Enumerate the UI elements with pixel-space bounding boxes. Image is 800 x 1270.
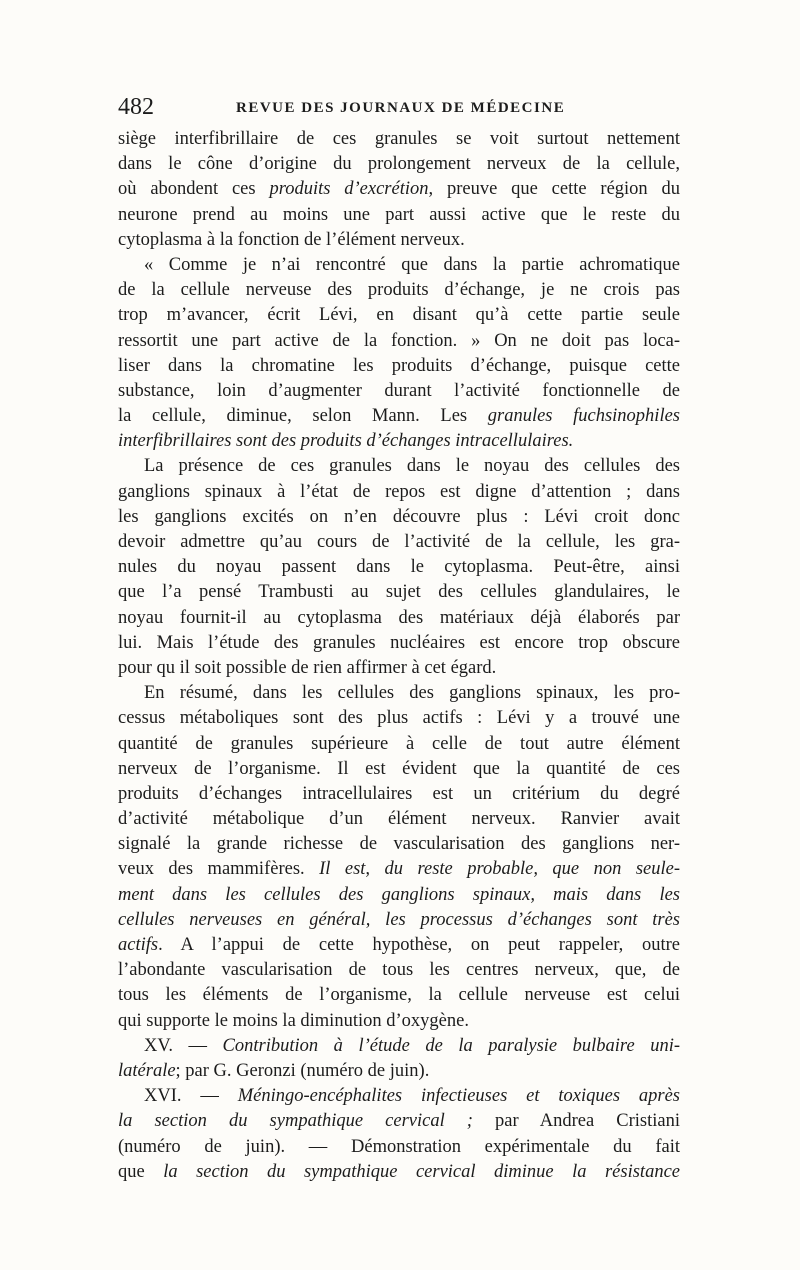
text-line: interfibrillaires sont des produits d’échanges intracellulaires. <box>118 431 574 452</box>
page-number: 482 <box>118 94 154 120</box>
text-line: tous les éléments de l’organisme, la cellule nerveuse est celui <box>118 985 680 1006</box>
page-header <box>118 92 680 122</box>
text-line: quantité de granules supérieure à celle de tout autre élément <box>118 733 680 754</box>
text-line: nules du noyau passent dans le cytoplasma. Peut-être, ainsi <box>118 557 680 578</box>
text-line: La présence de ces granules dans le noyau des cellules des <box>144 456 680 477</box>
text-line: pour qu il soit possible de rien affirmer à cet égard. <box>118 657 497 678</box>
text-line: substance, loin d’augmenter durant l’activité fonctionnelle de <box>118 380 680 401</box>
text-line: nerveux de l’organisme. Il est évident que la quantité de ces <box>118 758 680 779</box>
text-line: d’activité métabolique d’un élément nerveux. Ranvier avait <box>118 809 680 830</box>
text-line: trop m’avancer, écrit Lévi, en disant qu’à cette partie seule <box>118 305 680 326</box>
text-line: En résumé, dans les cellules des ganglions spinaux, les pro- <box>144 683 680 704</box>
text-line: (numéro de juin). — Démonstration expérimentale du fait <box>118 1136 680 1157</box>
text-line: signalé la grande richesse de vascularisation des ganglions ner- <box>118 834 680 855</box>
body-text <box>118 127 680 1185</box>
text-line: ment dans les cellules des ganglions spinaux, mais dans les <box>118 884 680 905</box>
text-line: ressortit une part active de la fonction. » On ne doit pas loca- <box>118 330 680 351</box>
text-line: ganglions spinaux à l’état de repos est digne d’attention ; dans <box>118 481 680 502</box>
running-title: REVUE DES JOURNAUX DE MÉDECINE <box>236 100 566 116</box>
text-line: veux des mammifères. Il est, du reste probable, que non seule- <box>118 859 680 880</box>
text-line: « Comme je n’ai rencontré que dans la partie achromatique <box>144 254 680 275</box>
text-line: dans le cône d’origine du prolongement nerveux de la cellule, <box>118 154 680 175</box>
text-line: qui supporte le moins la diminution d’oxygène. <box>118 1010 469 1031</box>
text-line: XV. — Contribution à l’étude de la paralysie bulbaire uni- <box>144 1035 680 1056</box>
text-line: siège interfibrillaire de ces granules se voit surtout nettement <box>118 129 680 149</box>
text-line: noyau fournit-il au cytoplasma des matériaux déjà élaborés par <box>118 607 680 628</box>
text-line: XVI. — Méningo-encéphalites infectieuses et toxiques après <box>144 1086 680 1107</box>
text-line: cessus métaboliques sont des plus actifs : Lévi y a trouvé une <box>118 708 680 729</box>
text-line: neurone prend au moins une part aussi active que le reste du <box>118 204 680 225</box>
text-line: où abondent ces produits d’excrétion, preuve que cette région du <box>118 179 680 200</box>
text-line: les ganglions excités on n’en découvre plus : Lévi croit donc <box>118 506 680 527</box>
text-line: cytoplasma à la fonction de l’élément nerveux. <box>118 229 465 250</box>
text-line: produits d’échanges intracellulaires est un critérium du degré <box>118 783 680 804</box>
text-line: liser dans la chromatine les produits d’échange, puisque cette <box>118 355 680 376</box>
text-line: actifs. A l’appui de cette hypothèse, on peut rappeler, outre <box>118 935 680 955</box>
text-line: que la section du sympathique cervical diminue la résistance <box>118 1161 680 1182</box>
text-line: latérale; par G. Geronzi (numéro de juin). <box>118 1060 430 1081</box>
text-line: lui. Mais l’étude des granules nucléaires est encore trop obscure <box>118 632 680 653</box>
text-line: la cellule, diminue, selon Mann. Les granules fuchsinophiles <box>118 406 680 427</box>
text-line: cellules nerveuses en général, les processus d’échanges sont très <box>118 909 680 930</box>
text-line: la section du sympathique cervical ; par Andrea Cristiani <box>118 1111 680 1132</box>
text-line: l’abondante vascularisation de tous les centres nerveux, que, de <box>118 960 680 981</box>
text-line: que l’a pensé Trambusti au sujet des cellules glandulaires, le <box>118 582 680 603</box>
text-line: devoir admettre qu’au cours de l’activité de la cellule, les gra- <box>118 532 680 552</box>
text-line: de la cellule nerveuse des produits d’échange, je ne crois pas <box>118 280 680 301</box>
